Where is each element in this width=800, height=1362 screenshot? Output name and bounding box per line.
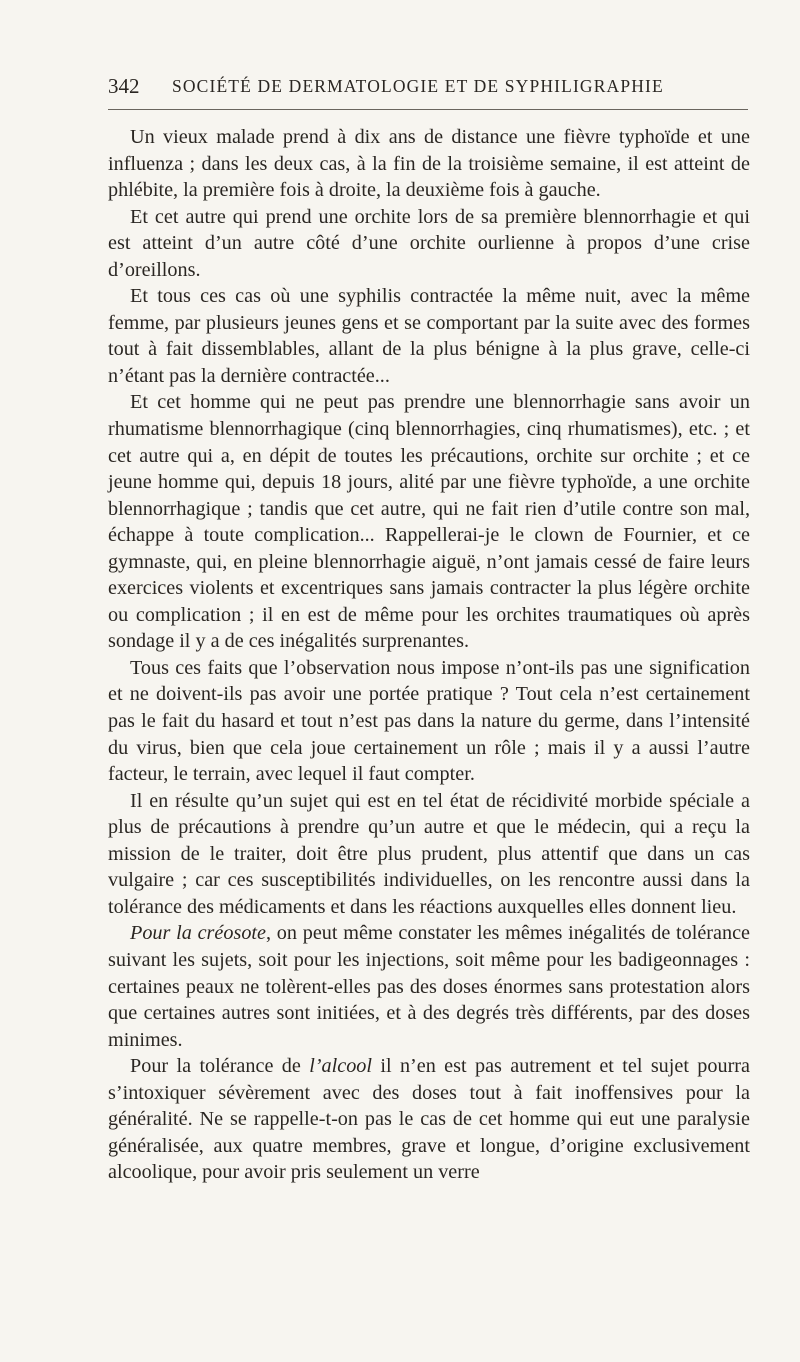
header-rule (108, 109, 748, 110)
paragraph: Et cet homme qui ne peut pas prendre une blennorrhagie sans avoir un rhumatisme blennorrhagique (cinq blennorrhagies, cinq rhumatismes), etc. ; et cet autre qui a, en dépit de toutes les précautions, orchite sur orchite ; et ce jeune homme qui, depuis 18 jours, alité par une fièvre typhoïde, a une orchite blennorrhagique ; tandis que cet autre, qui ne fait rien d’utile contre son mal, échappe à toute complication... Rappellerai-je le clown de Fournier, et ce gymnaste, qui, en pleine blennorrhagie aiguë, n’ont jamais cessé de faire leurs exercices violents et excentriques sans jamais contracter la plus légère orchite ou complication ; il en est de même pour les orchites traumatiques où après sondage il y a de ces inégalités surprenantes. (108, 391, 750, 653)
running-head (108, 74, 748, 102)
paragraph: Et cet autre qui prend une orchite lors de sa première blennorrhagie et qui est atteint d’un autre côté d’une orchite ourlienne à propos d’une crise d’oreillons. (108, 205, 750, 281)
paragraph: Il en résulte qu’un sujet qui est en tel état de récidivité morbide spéciale a plus de précautions à prendre qu’un autre et que le médecin, qui a reçu la mission de le traiter, doit être plus prudent, plus attentif que dans un cas vulgaire ; car ces susceptibilités individuelles, on les rencontre aussi dans la tolérance des médicaments et dans les réactions auxquelles elles donnent lieu. (108, 789, 750, 918)
italic-term: Pour la créosote (130, 922, 266, 945)
paragraph: Tous ces faits que l’observation nous impose n’ont-ils pas une signification et ne doivent-ils pas avoir une portée pratique ? Tout cela n’est certainement pas le fait du hasard et tout n’est pas dans la nature du germe, dans l’intensité du virus, bien que cela joue certainement un rôle ; mais il y a aussi l’autre facteur, le terrain, avec lequel il faut compter. (108, 656, 750, 786)
paragraph: Un vieux malade prend à dix ans de distance une fièvre typhoïde et une influenza ; dans les deux cas, à la fin de la troisième semaine, il est atteint de phlébite, la première fois à droite, la deuxième fois à gauche. (108, 126, 750, 202)
italic-term: l’alcool (309, 1055, 372, 1078)
paragraph: Pour la tolérance de l’alcool il n’en est pas autrement et tel sujet pourra s’intoxiquer sévèrement avec des doses tout à fait inoffensives pour la généralité. Ne se rappelle-t-on pas le cas de cet homme qui eut une paralysie généralisée, aux quatre membres, grave et longue, d’origine exclusivement alcoolique, pour avoir pris seulement un verre (108, 1055, 750, 1184)
paragraph: Pour la créosote, on peut même constater les mêmes inégalités de tolérance suivant les sujets, soit pour les injections, soit même pour les badigeonnages : certaines peaux ne tolèrent-elles pas des doses énormes sans protestation alors que certaines autres sont initiées, et à des degrés très différents, par des doses minimes. (108, 922, 751, 1051)
paragraph: Et tous ces cas où une syphilis contractée la même nuit, avec la même femme, par plusieurs jeunes gens et se comportant par la suite avec des formes tout à fait dissemblables, allant de la plus bénigne à la plus grave, celle-ci n’étant pas la dernière contractée... (108, 285, 750, 387)
body-text (108, 124, 750, 1186)
running-title: SOCIÉTÉ DE DERMATOLOGIE ET DE SYPHILIGRAPHIE (172, 76, 664, 96)
page-number: 342 (108, 74, 140, 98)
